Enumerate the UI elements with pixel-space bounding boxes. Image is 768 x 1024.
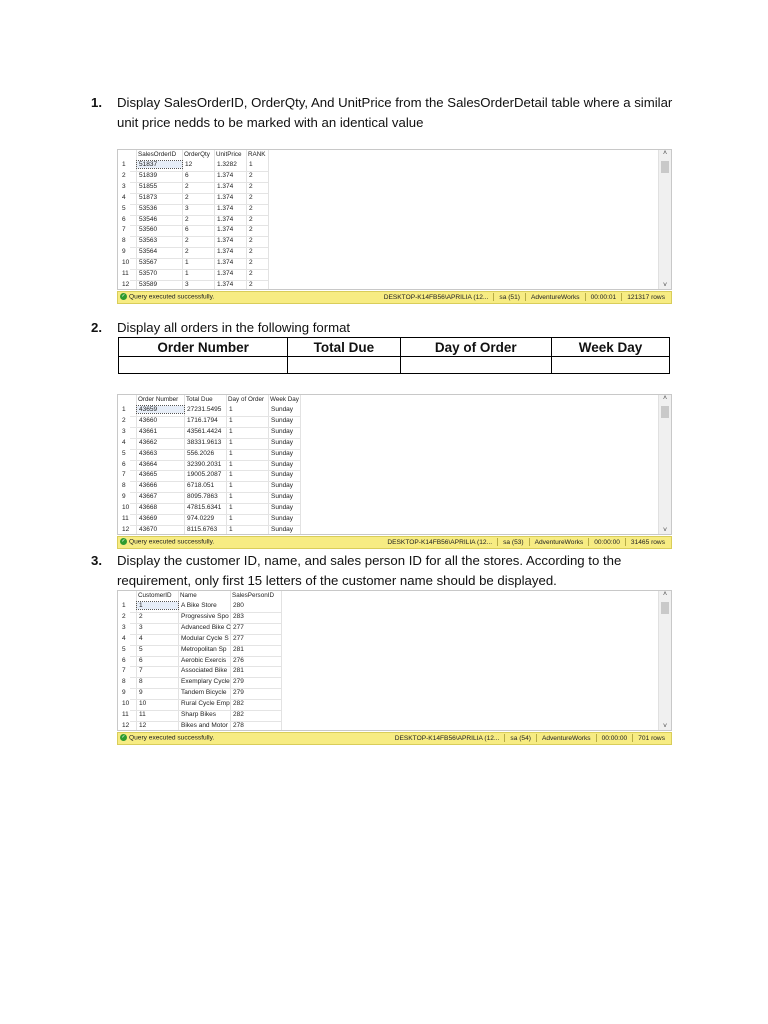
table-row[interactable] — [118, 601, 281, 612]
table-cell[interactable]: Tandem Bicycle — [181, 689, 227, 697]
table-row[interactable] — [118, 204, 268, 215]
format-cell — [551, 357, 669, 374]
table-cell[interactable]: 1 — [229, 427, 233, 435]
table-cell[interactable]: 1.374 — [217, 226, 234, 234]
row-number: 7 — [122, 226, 126, 234]
status-separator — [497, 538, 498, 546]
table-cell[interactable]: Exemplary Cycle — [181, 678, 230, 686]
table-cell[interactable]: Modular Cycle S — [181, 634, 229, 642]
table-cell[interactable]: 282 — [233, 711, 244, 718]
table-cell[interactable]: Associated Bike — [181, 667, 228, 675]
table-cell[interactable]: 43660 — [139, 416, 158, 424]
table-cell[interactable]: 53567 — [139, 259, 158, 267]
row-number: 2 — [122, 416, 126, 424]
table-cell[interactable]: 51873 — [139, 193, 158, 201]
table-cell[interactable]: 3 — [139, 623, 143, 631]
column-header[interactable]: SalesPersonID — [232, 592, 274, 599]
question-2 — [91, 318, 691, 338]
row-number: 9 — [122, 248, 126, 256]
row-number: 4 — [122, 634, 126, 642]
table-row[interactable] — [118, 438, 300, 449]
table-row[interactable] — [118, 258, 268, 269]
table-cell[interactable]: 1 — [229, 460, 233, 468]
table-row[interactable] — [118, 193, 268, 204]
column-header[interactable]: Total Due — [186, 396, 213, 403]
table-row[interactable] — [118, 525, 300, 535]
table-cell[interactable]: 43666 — [139, 482, 158, 490]
status-server: DESKTOP-K14FB56\APRILIA (12... — [394, 734, 500, 742]
table-cell[interactable]: 2 — [185, 248, 189, 256]
status-separator — [529, 538, 530, 546]
vertical-scrollbar[interactable] — [658, 150, 671, 289]
table-cell[interactable]: 19005.2087 — [187, 471, 222, 479]
column-header-row — [118, 395, 300, 405]
status-server: DESKTOP-K14FB56\APRILIA (12... — [387, 538, 493, 546]
table-row[interactable] — [118, 280, 268, 290]
table-cell[interactable]: Sunday — [271, 438, 294, 446]
table-row[interactable] — [118, 247, 268, 258]
table-cell[interactable]: 1716.1794 — [187, 416, 218, 424]
table-cell[interactable]: 2 — [185, 193, 189, 201]
chevron-down-icon[interactable]: ˅ — [662, 527, 668, 534]
status-details — [382, 538, 665, 546]
table-cell[interactable]: 1.374 — [217, 248, 234, 256]
status-separator — [493, 293, 494, 301]
row-number: 12 — [122, 721, 130, 729]
table-cell[interactable]: 281 — [233, 667, 244, 675]
results-grid-1[interactable] — [117, 149, 672, 290]
column-header[interactable]: Name — [180, 592, 197, 599]
status-message-text: Query executed successfully. — [129, 734, 215, 742]
table-cell[interactable]: Sunday — [271, 525, 294, 533]
question-text: Display the customer ID, name, and sales person ID for all the stores. According to the requirement, only first 15 letters of the customer name should be displayed. — [117, 553, 622, 588]
table-row[interactable] — [118, 460, 300, 471]
table-cell[interactable]: 53546 — [139, 215, 158, 223]
table-cell[interactable]: 282 — [233, 700, 244, 708]
table-cell[interactable]: 974.0229 — [187, 515, 215, 522]
table-cell[interactable]: 2 — [249, 280, 253, 288]
status-bar-1 — [117, 291, 672, 304]
table-row[interactable] — [118, 721, 281, 731]
row-number: 11 — [122, 515, 129, 522]
table-cell[interactable]: Sunday — [271, 482, 294, 490]
table-cell[interactable]: 53564 — [139, 248, 158, 256]
format-header-order-number: Order Number — [119, 338, 288, 357]
status-rows: 31465 rows — [630, 538, 665, 546]
column-header[interactable]: Order Number — [138, 396, 179, 403]
question-3 — [91, 551, 691, 591]
table-cell[interactable]: Progressive Spo — [181, 612, 229, 620]
column-header[interactable]: CustomerID — [138, 592, 172, 599]
table-row[interactable] — [118, 710, 281, 721]
table-cell[interactable]: Sharp Bikes — [181, 711, 217, 718]
table-cell[interactable]: 2 — [185, 237, 189, 245]
status-user: sa (51) — [499, 293, 520, 301]
table-row[interactable] — [118, 225, 268, 236]
table-row[interactable] — [118, 503, 300, 514]
table-row[interactable] — [118, 634, 281, 645]
format-header-day-of-order: Day of Order — [400, 338, 551, 357]
scrollbar-thumb[interactable] — [661, 161, 669, 173]
table-cell[interactable]: 53563 — [139, 237, 158, 245]
table-cell[interactable]: A Bike Store — [181, 602, 217, 609]
table-cell[interactable]: 1.374 — [217, 270, 234, 277]
table-cell[interactable]: Metropolitan Sp — [181, 645, 227, 653]
table-row[interactable] — [118, 688, 281, 699]
column-header[interactable]: UnitPrice — [216, 151, 242, 158]
table-row[interactable] — [118, 699, 281, 710]
row-number: 3 — [122, 427, 126, 435]
table-row[interactable] — [118, 215, 268, 226]
chevron-up-icon[interactable]: ˄ — [662, 395, 668, 402]
table-row[interactable] — [118, 645, 281, 656]
status-separator — [585, 293, 586, 301]
status-separator — [632, 734, 633, 742]
table-cell[interactable]: 53589 — [139, 280, 158, 288]
table-row[interactable] — [118, 160, 268, 171]
row-number: 9 — [122, 689, 126, 697]
table-cell[interactable]: 43662 — [139, 438, 158, 446]
status-message-text: Query executed successfully. — [129, 293, 215, 301]
table-cell[interactable]: 277 — [233, 634, 244, 642]
table-cell[interactable]: 43669 — [139, 515, 158, 522]
status-database: AdventureWorks — [530, 293, 580, 301]
status-separator — [588, 538, 589, 546]
table-cell[interactable]: 43665 — [139, 471, 158, 479]
format-header-total-due: Total Due — [288, 338, 400, 357]
question-number: 1. — [91, 95, 102, 110]
table-cell[interactable]: Sunday — [271, 493, 294, 501]
status-separator — [504, 734, 505, 742]
row-number: 10 — [122, 700, 130, 708]
status-separator — [525, 293, 526, 301]
row-number: 5 — [122, 204, 126, 212]
table-cell[interactable]: 1.374 — [217, 280, 234, 288]
table-cell[interactable]: 2 — [249, 215, 253, 223]
table-cell[interactable]: 1.3282 — [217, 161, 237, 168]
table-row[interactable] — [118, 612, 281, 623]
table-cell[interactable]: 43661 — [139, 427, 158, 435]
vertical-scrollbar[interactable] — [658, 395, 671, 534]
table-cell[interactable]: 9 — [139, 689, 143, 697]
results-grid-2[interactable] — [117, 394, 672, 535]
table-cell[interactable]: 556.2026 — [187, 449, 215, 457]
row-number: 7 — [122, 667, 126, 675]
table-cell[interactable]: 43664 — [139, 460, 158, 468]
table-cell[interactable]: 1.374 — [217, 182, 234, 190]
table-cell[interactable]: 43561.4424 — [187, 427, 222, 435]
status-rows: 701 rows — [638, 734, 665, 742]
row-number: 5 — [122, 449, 126, 457]
table-row[interactable] — [118, 470, 300, 481]
status-details — [390, 734, 665, 742]
column-header[interactable]: RANK — [248, 151, 266, 158]
question-number: 3. — [91, 553, 102, 568]
table-cell[interactable]: 1 — [229, 406, 233, 413]
status-separator — [621, 293, 622, 301]
table-cell[interactable]: 2 — [249, 182, 253, 190]
row-number: 11 — [122, 711, 129, 718]
table-row[interactable] — [118, 236, 268, 247]
status-user: sa (53) — [503, 538, 524, 546]
column-header[interactable]: Day of Order — [228, 396, 265, 403]
column-header[interactable]: Week Day — [270, 396, 299, 403]
table-row[interactable] — [118, 666, 281, 677]
table-cell[interactable]: 2 — [249, 270, 253, 277]
row-number: 3 — [122, 623, 126, 631]
status-message — [120, 734, 214, 741]
status-database: AdventureWorks — [541, 734, 591, 742]
table-cell[interactable]: Sunday — [271, 427, 294, 435]
column-header[interactable]: OrderQty — [184, 151, 210, 158]
row-number: 8 — [122, 678, 126, 686]
table-cell[interactable]: 276 — [233, 656, 244, 664]
table-cell[interactable]: 2 — [185, 215, 189, 223]
status-message-text: Query executed successfully. — [129, 538, 215, 546]
table-row[interactable] — [118, 416, 300, 427]
row-number: 12 — [122, 280, 130, 288]
chevron-down-icon[interactable]: ˅ — [662, 723, 668, 730]
check-circle-icon: ✓ — [121, 293, 126, 299]
row-number: 3 — [122, 182, 126, 190]
status-user: sa (54) — [510, 734, 531, 742]
table-cell[interactable]: 2 — [249, 171, 253, 179]
table-cell[interactable]: 43663 — [139, 449, 158, 457]
format-cell — [288, 357, 400, 374]
table-cell[interactable]: 1.374 — [217, 259, 234, 267]
table-cell[interactable]: 1 — [229, 525, 233, 533]
question-number: 2. — [91, 320, 102, 335]
table-row[interactable] — [118, 492, 300, 503]
table-cell[interactable]: Sunday — [271, 504, 294, 512]
table-cell[interactable]: 1 — [185, 270, 189, 277]
status-rows: 121317 rows — [627, 293, 665, 301]
row-number: 7 — [122, 471, 126, 479]
table-cell[interactable]: 11 — [139, 711, 146, 718]
table-cell[interactable]: 279 — [233, 678, 244, 686]
status-message — [120, 293, 214, 300]
column-divider — [300, 395, 301, 535]
table-cell[interactable]: 1 — [137, 602, 178, 609]
table-cell[interactable]: 32390.2031 — [187, 460, 222, 468]
chevron-down-icon[interactable]: ˅ — [662, 282, 668, 289]
table-cell[interactable]: 280 — [233, 602, 244, 609]
table-cell[interactable]: 1.374 — [217, 215, 234, 223]
format-cell — [119, 357, 288, 374]
table-cell[interactable]: 27231.5495 — [187, 406, 222, 413]
check-circle-icon: ✓ — [121, 734, 126, 740]
table-cell[interactable]: 278 — [233, 721, 244, 729]
row-number: 6 — [122, 215, 126, 223]
table-cell[interactable]: Sunday — [271, 460, 294, 468]
table-cell[interactable]: 7 — [139, 667, 143, 675]
row-number: 10 — [122, 504, 130, 512]
table-cell[interactable]: 6718.051 — [187, 482, 215, 490]
table-cell[interactable]: 51839 — [139, 171, 158, 179]
table-cell[interactable]: 53570 — [139, 270, 158, 277]
table-cell[interactable]: 43668 — [139, 504, 158, 512]
status-server: DESKTOP-K14FB56\APRILIA (12... — [383, 293, 489, 301]
chevron-up-icon[interactable]: ˄ — [662, 150, 668, 157]
table-cell[interactable]: 6 — [185, 171, 189, 179]
table-row[interactable] — [118, 656, 281, 667]
table-cell[interactable]: 1.374 — [217, 193, 234, 201]
table-cell[interactable]: Bikes and Motor — [181, 721, 228, 729]
table-cell[interactable]: 43659 — [137, 406, 184, 413]
table-row[interactable] — [118, 449, 300, 460]
scrollbar-thumb[interactable] — [661, 406, 669, 418]
table-cell[interactable]: 43667 — [139, 493, 158, 501]
vertical-scrollbar[interactable] — [658, 591, 671, 730]
row-number: 8 — [122, 482, 126, 490]
table-cell[interactable]: Sunday — [271, 515, 294, 522]
row-number: 9 — [122, 493, 126, 501]
table-cell[interactable]: 3 — [185, 204, 189, 212]
table-row[interactable] — [118, 623, 281, 634]
table-cell[interactable]: 8095.7863 — [187, 493, 218, 501]
format-header-week-day: Week Day — [551, 338, 669, 357]
table-cell[interactable]: Aerobic Exercis — [181, 656, 227, 664]
table-row[interactable] — [118, 269, 268, 280]
table-cell[interactable]: 2 — [249, 248, 253, 256]
table-cell[interactable]: 283 — [233, 612, 244, 620]
table-row[interactable] — [118, 677, 281, 688]
column-divider — [281, 591, 282, 731]
status-separator — [625, 538, 626, 546]
table-cell[interactable]: 2 — [249, 226, 253, 234]
table-cell[interactable]: 5 — [139, 645, 143, 653]
table-cell[interactable]: 10 — [139, 700, 147, 708]
row-number: 2 — [122, 612, 126, 620]
status-separator — [596, 734, 597, 742]
table-cell[interactable]: 2 — [249, 193, 253, 201]
table-cell[interactable]: 51855 — [139, 182, 158, 190]
check-circle-icon: ✓ — [121, 538, 126, 544]
table-cell[interactable]: Rural Cycle Emp — [181, 700, 230, 708]
table-cell[interactable]: 279 — [233, 689, 244, 697]
row-number: 6 — [122, 460, 126, 468]
table-cell[interactable]: Advanced Bike C — [181, 623, 231, 631]
table-row[interactable] — [118, 427, 300, 438]
table-cell[interactable]: 51837 — [137, 161, 182, 168]
status-bar-2 — [117, 536, 672, 549]
table-cell[interactable]: Sunday — [271, 449, 294, 457]
table-cell[interactable]: 53560 — [139, 226, 158, 234]
table-cell[interactable]: Sunday — [271, 406, 294, 413]
table-cell[interactable]: 12 — [185, 161, 193, 168]
table-row[interactable] — [118, 405, 300, 416]
table-cell[interactable]: 6 — [185, 226, 189, 234]
row-number: 10 — [122, 259, 130, 267]
status-time: 00:00:01 — [590, 293, 617, 301]
row-number: 11 — [122, 270, 129, 277]
table-cell[interactable]: 2 — [249, 237, 253, 245]
status-bar-3 — [117, 732, 672, 745]
question-1 — [91, 93, 691, 133]
row-number: 4 — [122, 438, 126, 446]
column-header[interactable]: SalesOrderID — [138, 151, 177, 158]
table-cell[interactable]: 1 — [229, 515, 233, 522]
table-cell[interactable]: Sunday — [271, 471, 294, 479]
table-cell[interactable]: 43670 — [139, 525, 158, 533]
format-cell — [400, 357, 551, 374]
table-cell[interactable]: 53536 — [139, 204, 158, 212]
status-time: 00:00:00 — [594, 538, 620, 546]
table-cell[interactable]: 47815.6341 — [187, 504, 222, 512]
table-cell[interactable]: 277 — [233, 623, 244, 631]
row-number: 1 — [122, 406, 126, 413]
table-cell[interactable]: 1 — [185, 259, 189, 267]
status-details — [379, 293, 665, 301]
table-cell[interactable]: 281 — [233, 645, 244, 653]
table-cell[interactable]: 1 — [229, 416, 233, 424]
row-number: 6 — [122, 656, 126, 664]
row-number: 5 — [122, 645, 126, 653]
status-database: AdventureWorks — [534, 538, 584, 546]
table-row[interactable] — [118, 481, 300, 492]
table-cell[interactable]: 4 — [139, 634, 143, 642]
row-number: 12 — [122, 525, 130, 533]
table-cell[interactable]: Sunday — [271, 416, 294, 424]
table-cell[interactable]: 1 — [249, 161, 253, 168]
status-time: 00:00:00 — [601, 734, 628, 742]
chevron-up-icon[interactable]: ˄ — [662, 591, 668, 598]
question-text: Display SalesOrderID, OrderQty, And UnitPrice from the SalesOrderDetail table where a similar unit price nedds to be marked with an identical value — [117, 95, 673, 130]
table-cell[interactable]: 2 — [185, 182, 189, 190]
column-divider — [268, 150, 269, 290]
row-number: 1 — [122, 602, 126, 609]
question-text: Display all orders in the following format — [117, 320, 351, 335]
status-separator — [536, 734, 537, 742]
table-cell[interactable]: 1.374 — [217, 237, 234, 245]
status-message — [120, 538, 214, 545]
table-cell[interactable]: 1 — [229, 438, 233, 446]
results-grid-3[interactable] — [117, 590, 672, 731]
format-table — [118, 337, 670, 374]
table-row[interactable] — [118, 171, 268, 182]
row-number: 1 — [122, 161, 126, 168]
table-cell[interactable]: 1 — [229, 471, 233, 479]
table-cell[interactable]: 2 — [249, 204, 253, 212]
table-cell[interactable]: 1.374 — [217, 204, 234, 212]
table-cell[interactable]: 38331.9613 — [187, 438, 222, 446]
table-cell[interactable]: 1 — [229, 449, 233, 457]
row-number: 4 — [122, 193, 126, 201]
table-row[interactable] — [118, 182, 268, 193]
table-cell[interactable]: 8115.6763 — [187, 525, 218, 533]
table-cell[interactable]: 3 — [185, 280, 189, 288]
column-header-row — [118, 591, 281, 601]
table-cell[interactable]: 2 — [249, 259, 253, 267]
table-cell[interactable]: 1.374 — [217, 171, 234, 179]
table-cell[interactable]: 2 — [139, 612, 143, 620]
table-row[interactable] — [118, 514, 300, 525]
table-cell[interactable]: 8 — [139, 678, 143, 686]
table-cell[interactable]: 1 — [229, 493, 233, 501]
table-cell[interactable]: 1 — [229, 504, 233, 512]
scrollbar-thumb[interactable] — [661, 602, 669, 614]
row-number: 8 — [122, 237, 126, 245]
row-number: 2 — [122, 171, 126, 179]
table-cell[interactable]: 6 — [139, 656, 143, 664]
table-cell[interactable]: 12 — [139, 721, 147, 729]
table-cell[interactable]: 1 — [229, 482, 233, 490]
